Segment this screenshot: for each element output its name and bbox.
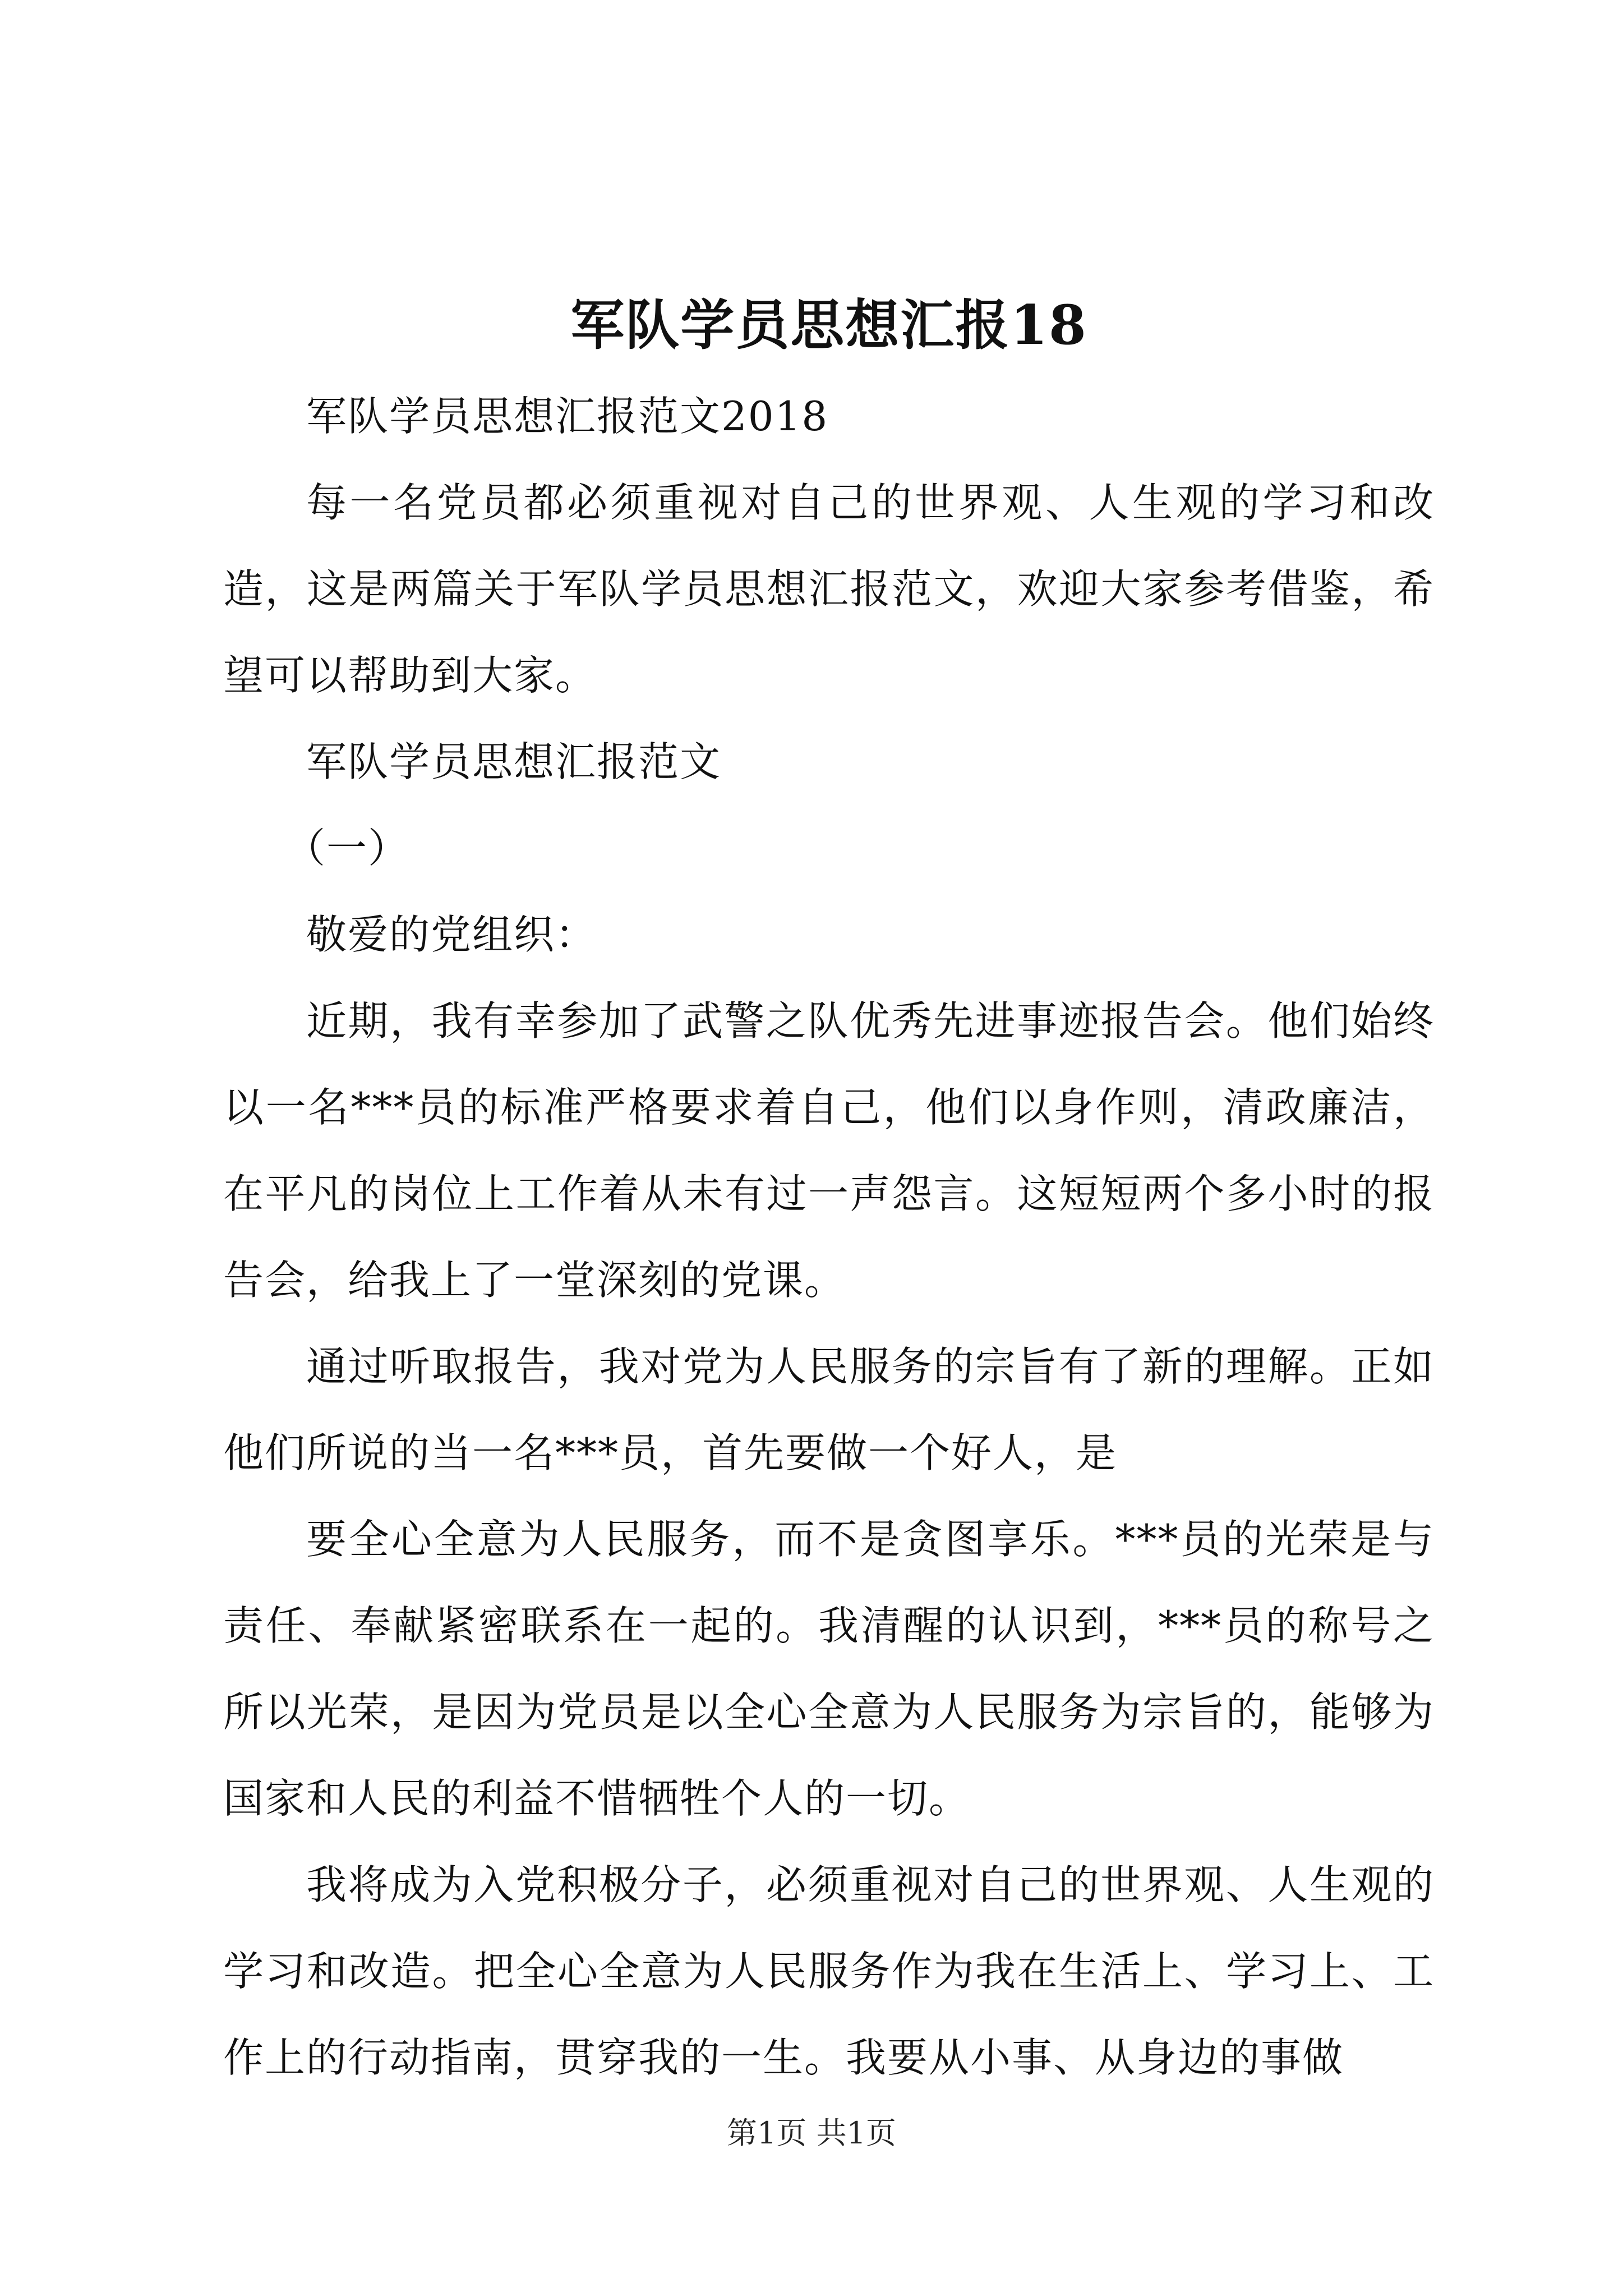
body-paragraph: 我将成为入党积极分子，必须重视对自己的世界观、人生观的学习和改造。把全心全意为人民服务作为我在生活上、学习上、工作上的行动指南，贯穿我的一生。我要从小事、从身边的事做 (223, 1861, 1435, 2081)
body-paragraph: 要全心全意为人民服务，而不是贪图享乐。***员的光荣是与责任、奉献紧密联系在一起的。我清醒的认识到，***员的称号之所以光荣，是因为党员是以全心全意为人民服务为宗旨的，能够为国家和人民的利益不惜牺牲个人的一切。 (223, 1516, 1435, 1822)
body-paragraph: 近期，我有幸参加了武警之队优秀先进事迹报告会。他们始终以一名***员的标准严格要求着自己，他们以身作则，清政廉洁，在平凡的岗位上工作着从未有过一声怨言。这短短两个多小时的报告会，给我上了一堂深刻的党课。 (223, 997, 1435, 1304)
subtitle-paragraph: 军队学员思想汇报范文2018 (306, 393, 829, 440)
document-body (223, 292, 1435, 2101)
salutation: 敬爱的党组织： (306, 911, 597, 958)
document-title: 军队学员思想汇报18 (570, 293, 1087, 357)
section-number: （一） (285, 825, 410, 872)
body-paragraph: 通过听取报告，我对党为人民服务的宗旨有了新的理解。正如他们所说的当一名***员，首先要做一个好人，是 (223, 1343, 1435, 1476)
intro-paragraph: 每一名党员都必须重视对自己的世界观、人生观的学习和改造，这是两篇关于军队学员思想汇报范文，欢迎大家参考借鉴，希望可以帮助到大家。 (223, 479, 1435, 699)
page-footer: 第1页 共1页 (727, 2115, 896, 2151)
section-heading: 军队学员思想汇报范文 (306, 738, 722, 785)
